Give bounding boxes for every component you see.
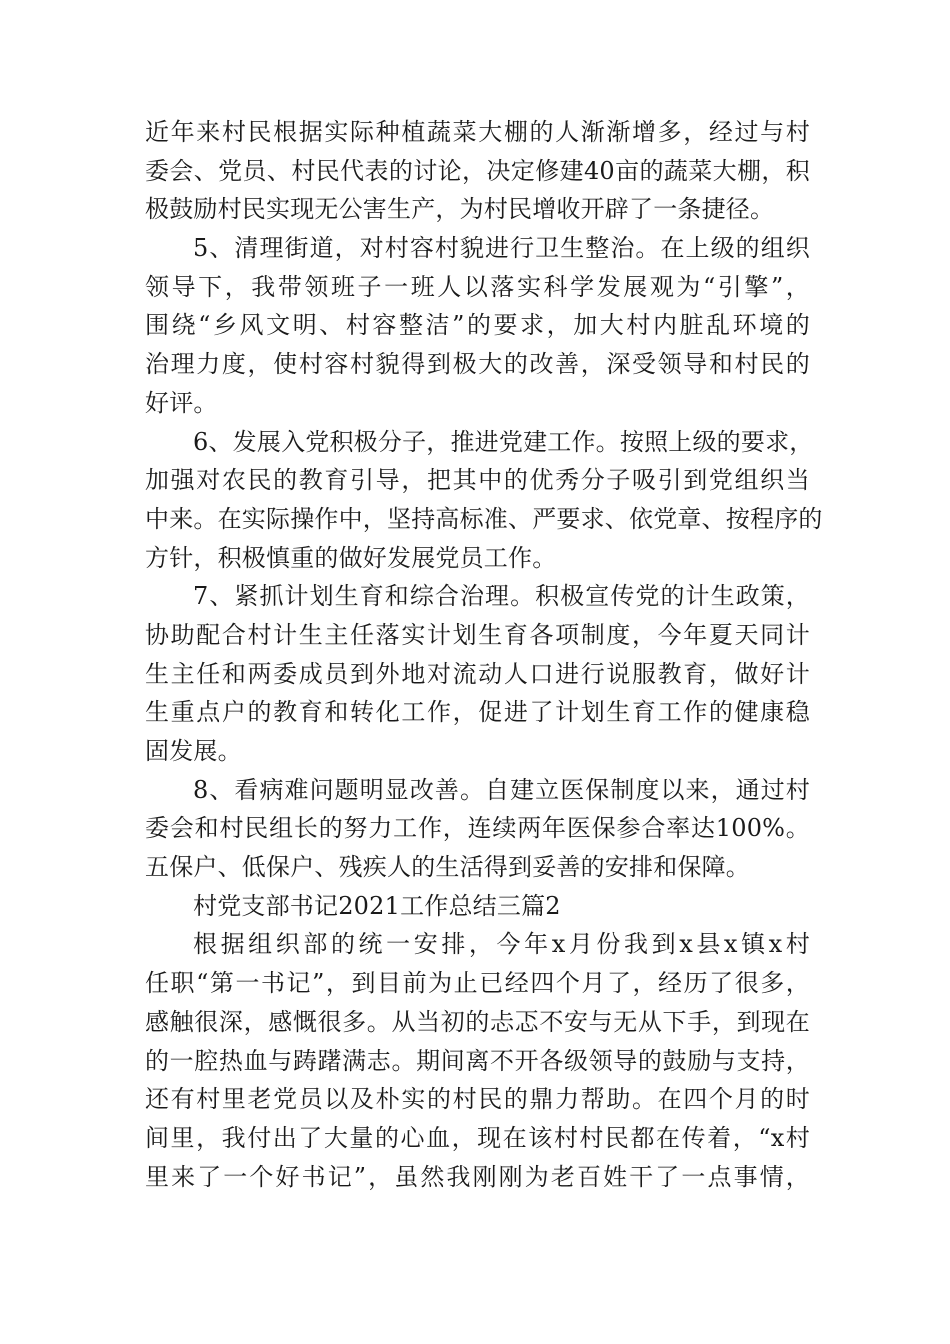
text-line: 五保户、低保户、残疾人的生活得到妥善的安排和保障。 bbox=[145, 853, 750, 882]
paragraph-item-7 bbox=[145, 577, 810, 770]
section-heading bbox=[145, 887, 810, 926]
paragraph-first-secretary bbox=[145, 925, 810, 1196]
text-line: 加强对农民的教育引导，把其中的优秀分子吸引到党组织当 bbox=[145, 466, 810, 495]
text-line: 好评。 bbox=[145, 388, 218, 417]
text-line: 7、紧抓计划生育和综合治理。积极宣传党的计生政策， bbox=[193, 582, 810, 611]
text-line: 的一腔热血与踌躇满志。期间离不开各级领导的鼓励与支持， bbox=[145, 1046, 810, 1075]
paragraph-item-8 bbox=[145, 771, 810, 887]
text-line: 根据组织部的统一安排，今年x月份我到x县x镇x村 bbox=[193, 930, 810, 959]
text-line: 感触很深，感慨很多。从当初的忐忑不安与无从下手，到现在 bbox=[145, 1007, 810, 1036]
paragraph-item-6 bbox=[145, 423, 823, 578]
paragraph-item-5 bbox=[145, 229, 810, 422]
text-line: 极鼓励村民实现无公害生产，为村民增收开辟了一条捷径。 bbox=[145, 195, 775, 224]
text-line: 还有村里老党员以及朴实的村民的鼎力帮助。在四个月的时 bbox=[145, 1085, 810, 1114]
text-line: 间里，我付出了大量的心血，现在该村村民都在传着，“x村 bbox=[145, 1123, 810, 1152]
section-title: 村党支部书记2021工作总结三篇2 bbox=[193, 891, 561, 920]
paragraph-greenhouse bbox=[145, 113, 810, 229]
text-line: 治理力度，使村容村貌得到极大的改善，深受领导和村民的 bbox=[145, 350, 810, 379]
text-line: 近年来村民根据实际种植蔬菜大棚的人渐渐增多，经过与村 bbox=[145, 118, 810, 146]
text-line: 委会和村民组长的努力工作，连续两年医保参合率达100%。 bbox=[145, 814, 810, 843]
text-line: 6、发展入党积极分子，推进党建工作。按照上级的要求， bbox=[193, 427, 814, 456]
text-line: 生主任和两委成员到外地对流动人口进行说服教育，做好计 bbox=[145, 659, 810, 688]
text-line: 方针，积极慎重的做好发展党员工作。 bbox=[145, 543, 557, 572]
text-line: 任职“第一书记”，到目前为止已经四个月了，经历了很多， bbox=[145, 969, 810, 998]
text-line: 协助配合村计生主任落实计划生育各项制度，今年夏天同计 bbox=[145, 620, 810, 649]
text-line: 委会、党员、村民代表的讨论，决定修建40亩的蔬菜大棚，积 bbox=[145, 156, 810, 185]
document-body bbox=[145, 113, 823, 1196]
text-line: 固发展。 bbox=[145, 737, 242, 765]
text-line: 围绕“乡风文明、村容整洁”的要求，加大村内脏乱环境的 bbox=[145, 311, 810, 340]
text-line: 中来。在实际操作中，坚持高标准、严要求、依党章、按程序的 bbox=[145, 504, 823, 533]
text-line: 8、看病难问题明显改善。自建立医保制度以来，通过村 bbox=[193, 775, 810, 804]
text-line: 领导下，我带领班子一班人以落实科学发展观为“引擎”， bbox=[145, 272, 810, 301]
text-line: 生重点户的教育和转化工作，促进了计划生育工作的健康稳 bbox=[145, 698, 810, 727]
text-line: 里来了一个好书记”，虽然我刚刚为老百姓干了一点事情， bbox=[145, 1162, 810, 1191]
text-line: 5、清理街道，对村容村貌进行卫生整治。在上级的组织 bbox=[193, 234, 810, 263]
